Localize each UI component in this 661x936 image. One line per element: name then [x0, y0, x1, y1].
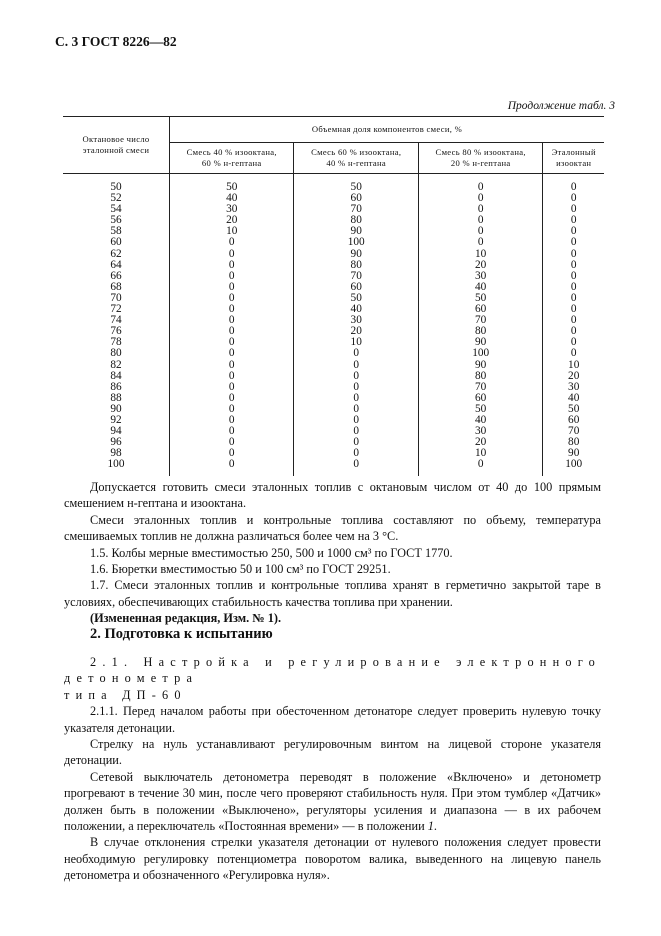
- isooctane-cell: 90: [568, 447, 580, 460]
- octane-number-cell: 54: [63, 204, 170, 215]
- mix-60-cell: 100: [294, 237, 418, 248]
- octane-number-cell: 50: [63, 174, 170, 194]
- isooctane-cell: 10: [568, 358, 580, 371]
- isooctane-cell: 0: [570, 336, 577, 349]
- octane-number-cell: 58: [63, 226, 170, 237]
- octane-number-cell: 94: [63, 426, 170, 437]
- mix-60-cell: 0: [294, 393, 418, 404]
- mix-60-cell: 80: [294, 215, 418, 226]
- table-row: [63, 249, 604, 260]
- mix-40-cell: 0: [170, 326, 294, 337]
- table-caption: Продолжение табл. 3: [507, 100, 615, 112]
- octane-number-cell: 80: [63, 348, 170, 359]
- mix-40-cell: 40: [170, 193, 294, 204]
- subheader-line1: Смесь 40 % изооктана,: [186, 147, 277, 157]
- isooctane-cell: 0: [570, 181, 577, 193]
- octane-number-cell: 74: [63, 315, 170, 326]
- paragraph-1-6: 1.6. Бюретки вместимостью 50 и 100 см³ по ГОСТ 29251.: [90, 562, 391, 577]
- mix-80-cell: 90: [418, 337, 542, 348]
- mix-60-cell: 0: [294, 437, 418, 448]
- mix-40-cell: 10: [170, 226, 294, 237]
- mix-40-cell: 0: [170, 249, 294, 260]
- octane-number-cell: 92: [63, 415, 170, 426]
- mix-40-cell: 0: [170, 360, 294, 371]
- table-row: [63, 337, 604, 348]
- paragraph-zero-adjustment: В случае отклонения стрелки указателя детонации от нулевого положения следует провести необходимую регулировку потенциометра поворотом валика, выведенного на лицевую панель детонометра и обозначенного «Регулировка нуля».: [64, 835, 601, 883]
- octane-number-cell: 84: [63, 371, 170, 382]
- mix-60-cell: 90: [294, 249, 418, 260]
- table-row: [63, 426, 604, 437]
- octane-number-cell: 98: [63, 448, 170, 459]
- table-row: [63, 204, 604, 215]
- table-row: [63, 260, 604, 271]
- mix-80-cell: 40: [418, 415, 542, 426]
- subheader-line2: изооктан: [556, 158, 592, 168]
- subheader-line1: Эталонный: [551, 147, 596, 157]
- isooctane-cell: 30: [568, 380, 580, 393]
- octane-number-cell: 70: [63, 293, 170, 304]
- subheader-reference-isooctane: [543, 143, 604, 174]
- mix-60-cell: 40: [294, 304, 418, 315]
- table-row: [63, 371, 604, 382]
- isooctane-cell: 80: [568, 436, 580, 449]
- octane-number-cell: 86: [63, 382, 170, 393]
- subheader-line1: Смесь 60 % изооктана,: [311, 147, 402, 157]
- isooctane-cell: 0: [570, 247, 577, 260]
- table-row: [63, 326, 604, 337]
- octane-number-cell: 72: [63, 304, 170, 315]
- table-row: [63, 193, 604, 204]
- octane-number-cell: 88: [63, 393, 170, 404]
- mix-60-cell: 0: [294, 371, 418, 382]
- mix-40-cell: 0: [170, 426, 294, 437]
- mix-60-cell: 90: [294, 226, 418, 237]
- mix-60-cell: 30: [294, 315, 418, 326]
- mix-80-cell: 0: [418, 193, 542, 204]
- mix-80-cell: 20: [418, 260, 542, 271]
- octane-number-cell: 78: [63, 337, 170, 348]
- isooctane-cell: 0: [570, 225, 577, 238]
- mix-40-cell: 0: [170, 260, 294, 271]
- mix-80-cell: 30: [418, 426, 542, 437]
- isooctane-cell: 40: [568, 391, 580, 404]
- paragraph-2-1-1: 2.1.1. Перед началом работы при обесточенном детонаторе следует проверить нулевую точку указателя детонации.: [64, 704, 601, 735]
- mix-80-cell: 80: [418, 326, 542, 337]
- isooctane-cell: 0: [570, 347, 577, 360]
- mix-40-cell: 0: [170, 337, 294, 348]
- mix-40-cell: 0: [170, 404, 294, 415]
- octane-column-header: [63, 117, 170, 174]
- octane-header-line1: Октановое число: [82, 134, 150, 144]
- table-row: [63, 237, 604, 248]
- mix-40-cell: 0: [170, 282, 294, 293]
- table-row: [63, 304, 604, 315]
- mix-40-cell: 0: [170, 371, 294, 382]
- mix-40-cell: 0: [170, 459, 294, 476]
- mix-40-cell: 0: [170, 315, 294, 326]
- table-row: [63, 382, 604, 393]
- mix-40-cell: 0: [170, 448, 294, 459]
- mix-80-cell: 90: [418, 360, 542, 371]
- table-row: [63, 459, 604, 476]
- isooctane-cell: 20: [568, 369, 580, 382]
- paragraph-1-7: 1.7. Смеси эталонных топлив и контрольные топлива хранят в герметично закрытой таре в условиях, обеспечивающих стабильность качества топлива при хранении.: [64, 578, 601, 609]
- mix-40-cell: 0: [170, 348, 294, 359]
- octane-number-cell: 62: [63, 249, 170, 260]
- mix-60-cell: 0: [294, 360, 418, 371]
- mix-40-cell: 0: [170, 393, 294, 404]
- mix-40-cell: 30: [170, 204, 294, 215]
- isooctane-cell: 0: [570, 269, 577, 282]
- mix-60-cell: 50: [294, 174, 418, 194]
- subheader-mix-80: [418, 143, 542, 174]
- table-body: [63, 174, 604, 477]
- mix-80-cell: 70: [418, 382, 542, 393]
- amendment-note: (Измененная редакция, Изм. № 1).: [90, 611, 282, 626]
- mix-60-cell: 0: [294, 426, 418, 437]
- isooctane-cell: 100: [565, 458, 583, 471]
- mix-60-cell: 60: [294, 282, 418, 293]
- table-row: [63, 360, 604, 371]
- warmup-text: Сетевой выключатель детонометра переводят в положение «Включено» и детонометр прогревают в течение 30 мин, после чего проверяют стабильность нуля. При этом тумблер «Датчик» должен быть в положении «Выключено», регуляторы усиления и диапазона — в их рабочем положении, а переключатель «Постоянная времени» — в положении: [64, 769, 601, 834]
- isooctane-cell: 0: [570, 192, 577, 205]
- octane-number-cell: 76: [63, 326, 170, 337]
- isooctane-cell: 0: [570, 291, 577, 304]
- table-row: [63, 315, 604, 326]
- mix-80-cell: 0: [418, 237, 542, 248]
- mix-60-cell: 0: [294, 448, 418, 459]
- subheader-line1: Смесь 80 % изооктана,: [435, 147, 526, 157]
- mix-80-cell: 20: [418, 437, 542, 448]
- mix-80-cell: 100: [418, 348, 542, 359]
- section-title: 2. Подготовка к испытанию: [90, 626, 273, 642]
- octane-number-cell: 66: [63, 271, 170, 282]
- time-constant-value: 1: [427, 819, 434, 834]
- mix-80-cell: 50: [418, 293, 542, 304]
- mix-60-cell: 10: [294, 337, 418, 348]
- mix-80-cell: 50: [418, 404, 542, 415]
- isooctane-cell: 0: [570, 236, 577, 249]
- mix-60-cell: 60: [294, 193, 418, 204]
- mix-40-cell: 20: [170, 215, 294, 226]
- mix-40-cell: 0: [170, 304, 294, 315]
- mix-80-cell: 60: [418, 304, 542, 315]
- mix-60-cell: 80: [294, 260, 418, 271]
- isooctane-cell: 0: [570, 314, 577, 327]
- isooctane-cell: 70: [568, 425, 580, 438]
- mix-60-cell: 0: [294, 382, 418, 393]
- mix-60-cell: 50: [294, 293, 418, 304]
- subsection-2-1-title: 2.1. Настройка и регулирование электронного детонометра: [64, 655, 601, 686]
- isooctane-cell: 0: [570, 325, 577, 338]
- mix-80-cell: 0: [418, 174, 542, 194]
- subheader-line2: 40 % н-гептана: [326, 158, 387, 168]
- paragraph-warmup: [64, 769, 601, 835]
- subheader-line2: 20 % н-гептана: [450, 158, 511, 168]
- mix-80-cell: 40: [418, 282, 542, 293]
- octane-header-line2: эталонной смеси: [82, 145, 150, 155]
- octane-number-cell: 96: [63, 437, 170, 448]
- mix-80-cell: 0: [418, 226, 542, 237]
- isooctane-cell: 0: [570, 258, 577, 271]
- mix-80-cell: 0: [418, 215, 542, 226]
- mix-40-cell: 50: [170, 174, 294, 194]
- octane-number-cell: 82: [63, 360, 170, 371]
- mix-80-cell: 30: [418, 271, 542, 282]
- table-row: [63, 215, 604, 226]
- mix-80-cell: 10: [418, 448, 542, 459]
- mix-60-cell: 70: [294, 271, 418, 282]
- octane-mixture-table: [63, 116, 604, 476]
- page-header: С. 3 ГОСТ 8226—82: [55, 34, 177, 49]
- mix-80-cell: 10: [418, 249, 542, 260]
- paragraph-1-5: 1.5. Колбы мерные вместимостью 250, 500 и 1000 см³ по ГОСТ 1770.: [90, 545, 453, 560]
- octane-number-cell: 68: [63, 282, 170, 293]
- table-row: [63, 404, 604, 415]
- mix-60-cell: 0: [294, 459, 418, 476]
- mix-40-cell: 0: [170, 415, 294, 426]
- octane-number-cell: 64: [63, 260, 170, 271]
- subheader-mix-40: [170, 143, 294, 174]
- table-row: [63, 174, 604, 194]
- table-row: [63, 437, 604, 448]
- isooctane-cell: 60: [568, 413, 580, 426]
- mix-40-cell: 0: [170, 271, 294, 282]
- warmup-end: .: [433, 819, 437, 834]
- table-row: [63, 271, 604, 282]
- octane-number-cell: 52: [63, 193, 170, 204]
- mix-80-cell: 80: [418, 371, 542, 382]
- table-row: [63, 415, 604, 426]
- mix-80-cell: 70: [418, 315, 542, 326]
- subheader-line2: 60 % н-гептана: [201, 158, 262, 168]
- octane-number-cell: 100: [63, 459, 170, 476]
- octane-number-cell: 56: [63, 215, 170, 226]
- mix-40-cell: 0: [170, 437, 294, 448]
- table-row: [63, 448, 604, 459]
- table-row: [63, 226, 604, 237]
- mix-60-cell: 0: [294, 348, 418, 359]
- mix-60-cell: 20: [294, 326, 418, 337]
- paragraph-zero-setting: Стрелку на нуль устанавливают регулировочным винтом на лицевой стороне указателя детонации.: [64, 737, 601, 768]
- section-body: [64, 654, 601, 884]
- mix-40-cell: 0: [170, 237, 294, 248]
- octane-number-cell: 60: [63, 237, 170, 248]
- mix-60-cell: 70: [294, 204, 418, 215]
- mix-60-cell: 0: [294, 404, 418, 415]
- paragraph-direct-mixing: Допускается готовить смеси эталонных топлив с октановым числом от 40 до 100 прямым смешением н-гептана и изооктана.: [64, 480, 601, 511]
- table-row: [63, 293, 604, 304]
- isooctane-cell: 0: [570, 280, 577, 293]
- volume-fraction-group-header: Объемная доля компонентов смеси, %: [170, 117, 605, 143]
- mix-80-cell: 60: [418, 393, 542, 404]
- table-row: [63, 348, 604, 359]
- isooctane-cell: 0: [570, 214, 577, 227]
- subheader-mix-60: [294, 143, 418, 174]
- mix-40-cell: 0: [170, 293, 294, 304]
- table-row: [63, 282, 604, 293]
- mix-80-cell: 0: [418, 204, 542, 215]
- mix-60-cell: 0: [294, 415, 418, 426]
- isooctane-cell: 50: [568, 402, 580, 415]
- mix-80-cell: 0: [418, 459, 542, 476]
- table-row: [63, 393, 604, 404]
- octane-number-cell: 90: [63, 404, 170, 415]
- isooctane-cell: 0: [570, 303, 577, 316]
- mix-40-cell: 0: [170, 382, 294, 393]
- isooctane-cell: 0: [570, 203, 577, 216]
- notes-block: [64, 479, 601, 627]
- subsection-2-1-title-cont: типа ДП-60: [64, 687, 187, 702]
- paragraph-mix-composition: Смеси эталонных топлив и контрольные топлива составляют по объему, температура смешиваемых топлив не должна различаться более чем на 3 °С.: [64, 512, 601, 544]
